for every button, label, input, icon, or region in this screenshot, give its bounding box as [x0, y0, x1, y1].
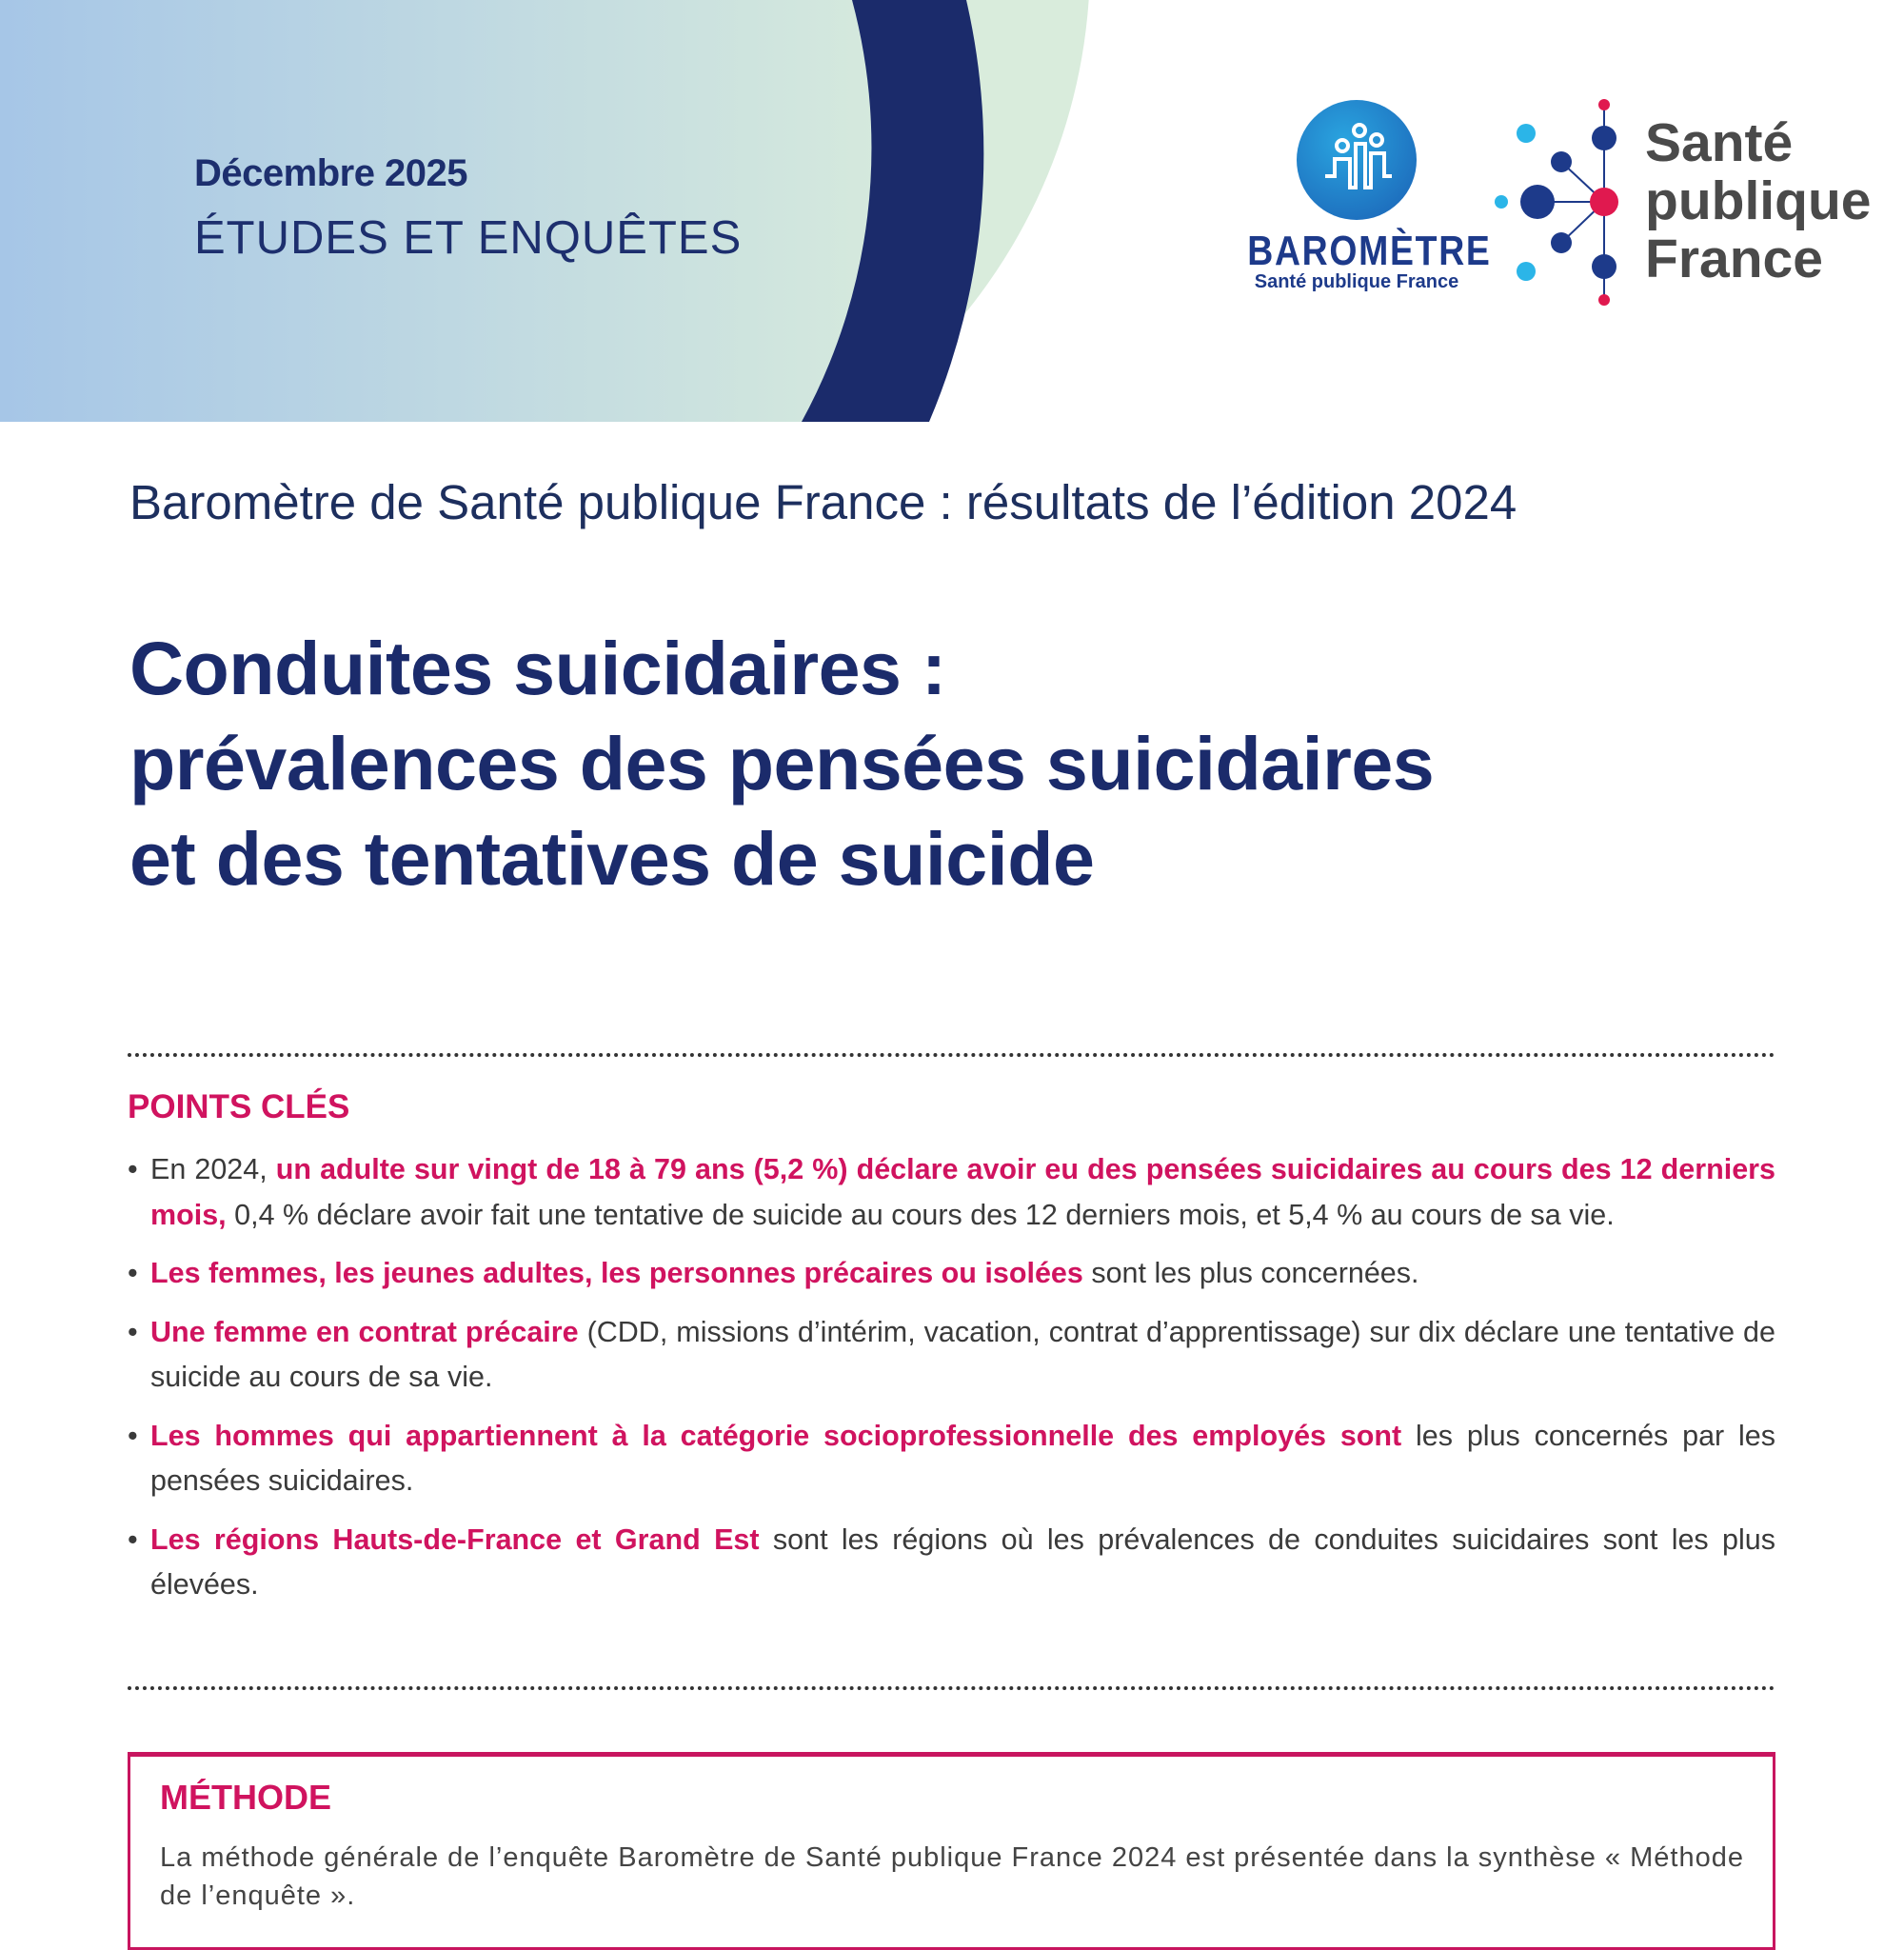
list-item — [128, 1518, 1775, 1608]
item-highlight: Les femmes, les jeunes adultes, les personnes précaires ou isolées — [150, 1257, 1083, 1289]
list-item — [128, 1251, 1775, 1297]
spf-logo-text — [1645, 114, 1871, 289]
barometre-name: BAROMÈTRE — [1247, 228, 1492, 274]
item-text: sont les plus concernées. — [1082, 1257, 1419, 1289]
item-text: En 2024, — [150, 1153, 276, 1185]
item-highlight: un adulte sur vingt de 18 à 79 ans (5,2 %) déclare avoir eu des pensées suicidaires au cours des 12 derniers mois, — [150, 1153, 1775, 1231]
title-line-3: et des tentatives de suicide — [129, 816, 1095, 901]
spf-line3: France — [1645, 229, 1823, 289]
page-title — [129, 621, 1434, 906]
item-highlight: Une femme en contrat précaire — [150, 1315, 579, 1348]
spf-line1: Santé — [1645, 112, 1794, 173]
method-text: La méthode générale de l’enquête Baromètre de Santé publique France 2024 est présentée dans la synthèse « Méthode de l’enquête ». — [160, 1842, 1744, 1911]
list-item — [128, 1414, 1775, 1504]
barometre-logo — [1228, 100, 1492, 293]
publication-date: Décembre 2025 — [194, 152, 468, 194]
item-text: les plus concernés par les pensées suicidaires. — [150, 1419, 1776, 1497]
report-subtitle: Baromètre de Santé publique France : résultats de l’édition 2024 — [129, 475, 1517, 529]
item-text: (CDD, missions d’intérim, vacation, contrat d’apprentissage) sur dix déclare une tentative de suicide au cours de sa vie. — [150, 1315, 1775, 1393]
spf-network-icon — [1490, 95, 1633, 314]
key-points-heading: POINTS CLÉS — [128, 1088, 350, 1125]
barometre-people-icon — [1297, 100, 1417, 220]
dotted-divider-bottom — [128, 1686, 1775, 1690]
item-highlight: Les hommes qui appartiennent à la catégorie socioprofessionnelle des employés sont — [150, 1419, 1402, 1452]
title-line-1: Conduites suicidaires : — [129, 626, 946, 710]
item-text: 0,4 % déclare avoir fait une tentative de suicide au cours des 12 derniers mois, et 5,4 % au cours de sa vie. — [226, 1198, 1615, 1231]
series-label: ÉTUDES ET ENQUÊTES — [194, 212, 743, 264]
key-points-list — [128, 1147, 1775, 1622]
list-item — [128, 1147, 1775, 1238]
item-text: sont les régions où les prévalences de conduites suicidaires sont les plus élevées. — [150, 1522, 1775, 1601]
spf-line2: publique — [1645, 170, 1872, 231]
dotted-divider-top — [128, 1053, 1775, 1057]
title-line-2: prévalences des pensées suicidaires — [129, 721, 1435, 806]
barometre-subtitle: Santé publique France — [1254, 271, 1459, 292]
method-heading: MÉTHODE — [160, 1778, 331, 1817]
method-box — [128, 1752, 1775, 1950]
list-item — [128, 1310, 1775, 1401]
item-highlight: Les régions Hauts-de-France et Grand Est — [150, 1522, 760, 1556]
